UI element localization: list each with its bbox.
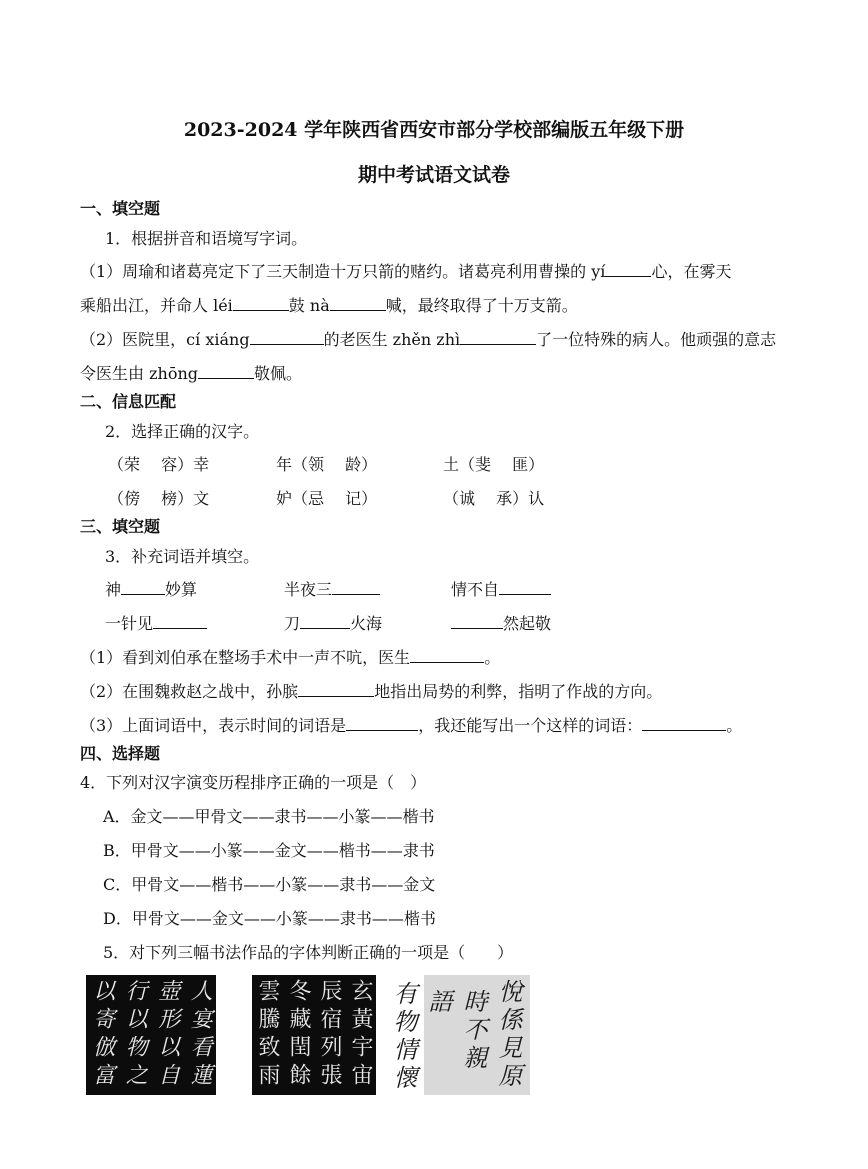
answer-blank[interactable] <box>153 614 207 629</box>
answer-blank[interactable] <box>233 296 289 311</box>
q4-option-d[interactable]: D．甲骨文——金文——小篆——隶书——楷书 <box>103 909 436 928</box>
answer-blank[interactable] <box>298 682 374 697</box>
calligraphy-column: 冬藏閏餘 <box>286 979 311 1091</box>
text: 喊，最终取得了十万支箭。 <box>385 296 578 315</box>
calligraphy-column: 以寄倣富 <box>89 979 115 1091</box>
text: （2）医院里，cí xiáng <box>80 330 250 349</box>
q2-stem: 2．选择正确的汉字。 <box>105 422 260 441</box>
calligraphy-column: 悅係見原 <box>494 979 522 1091</box>
q2-choice[interactable]: （荣 容）幸 <box>108 455 210 474</box>
text: 神 <box>105 580 122 599</box>
answer-blank[interactable] <box>642 716 726 731</box>
calligraphy-image-3 <box>389 975 530 1095</box>
calligraphy-image-1 <box>86 975 216 1095</box>
text: 的老医生 zhěn zhì <box>323 330 461 349</box>
answer-blank[interactable] <box>330 296 386 311</box>
text: 刀 <box>284 614 301 633</box>
text: 鼓 nà <box>288 296 330 315</box>
answer-blank[interactable] <box>605 262 651 277</box>
text: （1）周瑜和诸葛亮定下了三天制造十万只箭的赌约。诸葛亮利用曹操的 yí <box>80 262 606 281</box>
q2-choice[interactable]: （诚 承）认 <box>443 489 545 508</box>
text: 。 <box>726 716 743 735</box>
section-4-heading: 四、选择题 <box>80 744 161 763</box>
text: 乘船出江，并命人 léi <box>80 296 233 315</box>
text: 心，在雾天 <box>651 262 732 281</box>
q3-word <box>451 580 551 600</box>
q4-stem: 4．下列对汉字演变历程排序正确的一项是（ ） <box>80 773 427 792</box>
q1-part2-line2 <box>80 364 302 384</box>
q2-choice[interactable]: 土（斐 匪） <box>443 455 545 474</box>
text: 令医生由 zhōng <box>80 364 199 383</box>
text: 妙算 <box>165 580 198 599</box>
answer-blank[interactable] <box>198 364 254 379</box>
answer-blank[interactable] <box>300 614 350 629</box>
q3-sentence-3 <box>80 716 742 736</box>
answer-blank[interactable] <box>121 580 165 595</box>
q2-choice[interactable]: 年（领 龄） <box>276 455 378 474</box>
calligraphy-column: 人宴看蓮 <box>187 979 213 1091</box>
q3-sentence-1 <box>80 648 500 668</box>
answer-blank[interactable] <box>332 580 380 595</box>
q4-option-a[interactable]: A．金文——甲骨文——隶书——小篆——楷书 <box>103 807 435 826</box>
text: 半夜三 <box>284 580 333 599</box>
text: 情不自 <box>451 580 500 599</box>
calligraphy-column: 壺形以自 <box>154 979 180 1091</box>
q4-option-b[interactable]: B．甲骨文——小篆——金文——楷书——隶书 <box>103 841 435 860</box>
text: （2）在围魏救赵之战中，孙膑 <box>80 682 299 701</box>
q1-part1-line1 <box>80 262 731 282</box>
text: 地指出局势的利弊，指明了作战的方向。 <box>374 682 663 701</box>
exam-title-line2: 期中考试语文试卷 <box>357 164 510 186</box>
q1-part2-line1 <box>80 330 776 350</box>
exam-title-line1: 2023-2024 学年陕西省西安市部分学校部编版五年级下册 <box>183 119 685 141</box>
calligraphy-column: 辰宿列張 <box>317 979 342 1091</box>
q3-stem: 3．补充词语并填空。 <box>105 547 260 566</box>
answer-blank[interactable] <box>410 648 484 663</box>
q1-part1-line2 <box>80 296 578 316</box>
q3-word <box>105 614 207 634</box>
calligraphy-column: 有物情懷 <box>389 981 417 1093</box>
text: 一针见 <box>105 614 154 633</box>
q3-word <box>284 614 382 634</box>
calligraphy-column: 玄黃宇宙 <box>348 979 373 1091</box>
text: 然起敬 <box>503 614 552 633</box>
calligraphy-column: 時不親語 <box>424 989 487 1073</box>
answer-blank[interactable] <box>451 614 503 629</box>
q4-option-c[interactable]: C．甲骨文——楷书——小篆——隶书——金文 <box>103 875 436 894</box>
answer-blank[interactable] <box>250 330 324 345</box>
calligraphy-column: 行以物之 <box>122 979 148 1091</box>
section-1-heading: 一、填空题 <box>80 199 161 218</box>
answer-blank[interactable] <box>346 716 418 731</box>
text: 敬佩。 <box>254 364 303 383</box>
q3-word <box>105 580 197 600</box>
section-3-heading: 三、填空题 <box>80 517 161 536</box>
q2-choice[interactable]: 妒（忌 记） <box>276 489 378 508</box>
text: （1）看到刘伯承在整场手术中一声不吭，医生 <box>80 648 411 667</box>
calligraphy-image-2 <box>252 975 376 1095</box>
section-2-heading: 二、信息匹配 <box>80 392 177 411</box>
q2-choice[interactable]: （傍 榜）文 <box>108 489 210 508</box>
q3-word <box>284 580 380 600</box>
answer-blank[interactable] <box>499 580 551 595</box>
text: （3）上面词语中，表示时间的词语是 <box>80 716 347 735</box>
text: 火海 <box>350 614 383 633</box>
q3-word <box>451 614 551 634</box>
q3-sentence-2 <box>80 682 662 702</box>
text: 了一位特殊的病人。他顽强的意志 <box>536 330 777 349</box>
text: ，我还能写出一个这样的词语： <box>418 716 643 735</box>
answer-blank[interactable] <box>460 330 536 345</box>
q5-stem: 5．对下列三幅书法作品的字体判断正确的一项是（ ） <box>103 943 514 962</box>
q1-stem: 1．根据拼音和语境写字词。 <box>105 229 308 248</box>
text: 。 <box>484 648 501 667</box>
calligraphy-column: 雲騰致雨 <box>255 979 280 1091</box>
